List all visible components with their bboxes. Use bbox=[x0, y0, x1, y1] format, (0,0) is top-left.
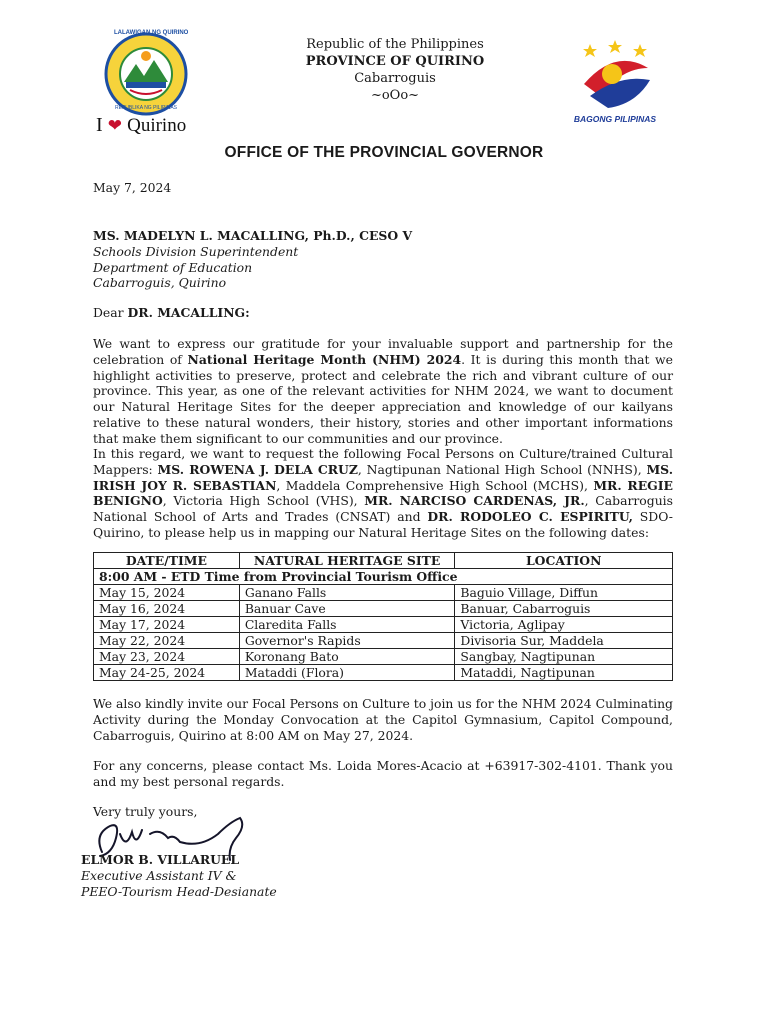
cell-location: Divisoria Sur, Maddela bbox=[455, 633, 673, 649]
para2-text-2: , Nagtipunan National High School (NNHS), bbox=[357, 461, 647, 477]
signatory-block bbox=[81, 852, 381, 899]
municipality-line: Cabarroguis bbox=[354, 71, 436, 86]
para1-text-2: . It is during this month that we highlight activities to preserve, protect and celebrate the rich and vibrant culture of our province. This year, as one of the relevant activities for NHM 2024, we want to document our Natural Heritage Sites for the deeper appreciation and knowledge of our kailyans relative to these natural wonders, their history, stories and other important informations that make them significant to our communities and our province. bbox=[93, 351, 673, 446]
para2-text-6: SDO-Quirino, to please help us in mapping our Natural Heritage Sites on the following dates: bbox=[93, 509, 673, 540]
header-location: LOCATION bbox=[455, 553, 673, 569]
letterhead bbox=[260, 36, 530, 104]
header-site: NATURAL HERITAGE SITE bbox=[239, 553, 455, 569]
cell-site: Governor's Rapids bbox=[239, 633, 455, 649]
header-date-time: DATE/TIME bbox=[94, 553, 240, 569]
salutation bbox=[93, 305, 250, 321]
para2-text-1: In this regard, we want to request the following Focal Persons on Culture/trained Cultural Mappers: bbox=[93, 446, 673, 477]
para2-text-3: , Maddela Comprehensive High School (MCHS), bbox=[276, 477, 594, 493]
recipient-org: Department of Education bbox=[93, 259, 253, 275]
para1-text-1: We want to express our gratitude for your invaluable support and partnership for the celebration of bbox=[93, 336, 673, 367]
para1-bold-nhm: National Heritage Month (NHM) 2024 bbox=[187, 351, 462, 367]
cell-site: Claredita Falls bbox=[239, 617, 455, 633]
table-row bbox=[94, 649, 673, 665]
cell-location: Sangbay, Nagtipunan bbox=[455, 649, 673, 665]
cell-site: Koronang Bato bbox=[239, 649, 455, 665]
signatory-title-1: Executive Assistant IV & bbox=[81, 867, 237, 883]
focal-person-4: MR. NARCISO CARDENAS, JR. bbox=[364, 493, 585, 509]
recipient-place: Cabarroguis, Quirino bbox=[93, 275, 227, 291]
cell-site: Ganano Falls bbox=[239, 585, 455, 601]
cell-site: Banuar Cave bbox=[239, 601, 455, 617]
recipient-title: Schools Division Superintendent bbox=[93, 243, 299, 259]
cell-location: Banuar, Cabarroguis bbox=[455, 601, 673, 617]
brand-i: I bbox=[96, 114, 103, 136]
brand-name: Quirino bbox=[127, 115, 187, 136]
focal-person-2: MS. IRISH JOY R. SEBASTIAN bbox=[93, 461, 674, 493]
para2-text-5: , Cabarroguis National School of Arts and Trades (CNSAT) and bbox=[93, 493, 673, 525]
signatory-title-2: PEEO-Tourism Head-Desianate bbox=[81, 883, 277, 899]
i-love-quirino-brand bbox=[96, 114, 186, 137]
cell-date: May 16, 2024 bbox=[94, 601, 240, 617]
table-header-row bbox=[94, 553, 673, 569]
recipient-block bbox=[93, 228, 673, 291]
salutation-name: DR. MACALLING: bbox=[127, 305, 250, 320]
bagong-pilipinas-caption: BAGONG PILIPINAS bbox=[573, 114, 657, 124]
ornament-line: ~oOo~ bbox=[370, 88, 420, 103]
recipient-name: MS. MADELYN L. MACALLING, Ph.D., CESO V bbox=[93, 228, 413, 243]
cell-location: Baguio Village, Diffun bbox=[455, 585, 673, 601]
cell-date: May 17, 2024 bbox=[94, 617, 240, 633]
province-line: PROVINCE OF QUIRINO bbox=[305, 54, 485, 69]
cell-site: Mataddi (Flora) bbox=[239, 665, 455, 681]
focal-person-1: MS. ROWENA J. DELA CRUZ bbox=[157, 461, 358, 477]
office-title: OFFICE OF THE PROVINCIAL GOVERNOR bbox=[224, 144, 544, 161]
cell-date: May 23, 2024 bbox=[94, 649, 240, 665]
seal-top-text: LALAWIGAN NG QUIRINO bbox=[114, 30, 189, 36]
letter-date: May 7, 2024 bbox=[93, 180, 172, 195]
paragraph-contact: For any concerns, please contact Ms. Loida Mores-Acacio at +63917-302-4101. Thank you and my best personal regards. bbox=[93, 758, 673, 789]
seal-bottom-text: REPUBLIKA NG PILIPINAS bbox=[115, 105, 177, 111]
cell-date: May 22, 2024 bbox=[94, 633, 240, 649]
republic-line: Republic of the Philippines bbox=[306, 37, 484, 52]
salutation-prefix: Dear bbox=[93, 305, 128, 320]
time-note: 8:00 AM - ETD Time from Provincial Tourism Office bbox=[94, 569, 673, 585]
table-row bbox=[94, 633, 673, 649]
bagong-pilipinas-logo bbox=[560, 38, 670, 132]
signatory-name: ELMOR B. VILLARUEL bbox=[81, 852, 240, 867]
table-row bbox=[94, 585, 673, 601]
cell-date: May 15, 2024 bbox=[94, 585, 240, 601]
paragraph-gratitude bbox=[93, 336, 673, 447]
table-span-row bbox=[94, 569, 673, 585]
closing: Very truly yours, bbox=[93, 804, 198, 819]
schedule-table bbox=[93, 552, 673, 681]
heart-icon: ❤ bbox=[107, 116, 123, 136]
quirino-seal-logo bbox=[96, 30, 196, 138]
paragraph-invitation: We also kindly invite our Focal Persons on Culture to join us for the NHM 2024 Culminating Activity during the Monday Convocation at the Capitol Gymnasium, Capitol Compound, Cabarroguis, Quirino at 8:00 AM on May 27, 2024. bbox=[93, 696, 673, 743]
cell-location: Victoria, Aglipay bbox=[455, 617, 673, 633]
table-row bbox=[94, 617, 673, 633]
table-row bbox=[94, 665, 673, 681]
cell-location: Mataddi, Nagtipunan bbox=[455, 665, 673, 681]
cell-date: May 24-25, 2024 bbox=[94, 665, 240, 681]
paragraph-request bbox=[93, 446, 673, 541]
focal-person-3: MR. REGIE BENIGNO bbox=[93, 477, 673, 509]
table-row bbox=[94, 601, 673, 617]
para2-text-4: , Victoria High School (VHS), bbox=[162, 493, 365, 509]
focal-person-5: DR. RODOLEO C. ESPIRITU, bbox=[427, 509, 633, 525]
